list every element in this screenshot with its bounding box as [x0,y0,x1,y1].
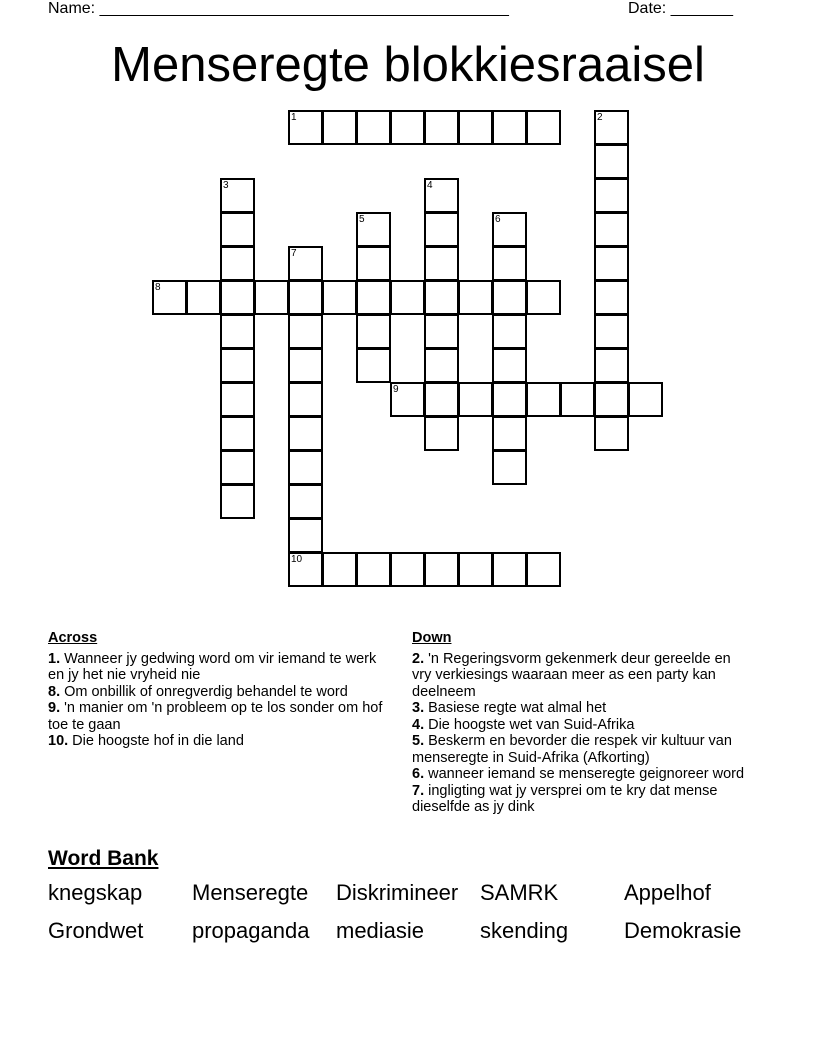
date-line[interactable]: Date: _______ [628,0,733,17]
cell-number: 9 [393,384,399,395]
crossword-cell[interactable] [424,212,459,247]
clue-text: Beskerm en bevorder die respek vir kultuur van menseregte in Suid-Afrika (Afkorting) [412,733,732,766]
crossword-cell[interactable] [288,416,323,451]
crossword-cell[interactable] [424,552,459,587]
crossword-cell[interactable] [424,110,459,145]
crossword-cell[interactable] [288,314,323,349]
clue-text: Wanneer jy gedwing word om vir iemand te werk en jy het nie vryheid nie [48,650,377,683]
crossword-cell[interactable] [220,280,255,315]
clue-text: wanneer iemand se menseregte geignoreer word [428,766,745,782]
word-bank-item: Menseregte [192,880,309,905]
crossword-cell[interactable] [492,416,527,451]
clue-text: Die hoogste wet van Suid-Afrika [428,716,635,733]
clue-text: Die hoogste hof in die land [72,733,244,749]
across-clue [48,684,388,701]
crossword-cell[interactable] [492,382,527,417]
crossword-cell[interactable] [288,280,323,315]
cell-number: 7 [291,248,297,259]
crossword-cell[interactable] [390,280,425,315]
cell-number: 3 [223,180,229,191]
crossword-cell[interactable] [492,552,527,587]
cell-number: 5 [359,214,365,225]
crossword-cell[interactable] [492,212,527,247]
crossword-cell[interactable] [220,314,255,349]
crossword-cell[interactable] [220,178,255,213]
crossword-cell[interactable] [356,348,391,383]
crossword-cell[interactable] [356,110,391,145]
clue-number: 7. [412,782,425,799]
crossword-cell[interactable] [594,212,629,247]
clue-number: 4. [412,716,425,733]
across-clues [48,630,388,750]
crossword-cell[interactable] [322,110,357,145]
word-bank-heading: Word Bank [48,847,159,870]
clue-number: 10. [48,733,69,749]
clue-number: 9. [48,700,61,716]
word-bank-item: skending [480,918,569,943]
name-line[interactable]: Name: ______________________________________________ [48,0,509,17]
crossword-cell[interactable] [594,110,629,145]
crossword-cell[interactable] [322,552,357,587]
down-clue [412,651,752,701]
crossword-cell[interactable] [492,314,527,349]
crossword-cell[interactable] [356,280,391,315]
clue-number: 3. [412,700,425,716]
word-bank [48,880,778,944]
crossword-cell[interactable] [356,246,391,281]
crossword-cell[interactable] [356,212,391,247]
crossword-cell[interactable] [424,280,459,315]
crossword-cell[interactable] [424,382,459,417]
crossword-cell[interactable] [254,280,289,315]
crossword-cell[interactable] [356,552,391,587]
crossword-cell[interactable] [220,212,255,247]
crossword-cell[interactable] [390,552,425,587]
crossword-cell[interactable] [560,382,595,417]
word-bank-item: mediasie [336,918,425,943]
crossword-cell[interactable] [458,382,493,417]
crossword-cell[interactable] [594,348,629,383]
down-clues [412,630,752,816]
crossword-cell[interactable] [390,110,425,145]
clue-text: ingligting wat jy versprei om te kry dat mense dieselfde as jy dink [412,782,718,815]
down-heading: Down [412,630,452,646]
crossword-cell[interactable] [594,144,629,179]
crossword-cell[interactable] [390,382,425,417]
crossword-cell[interactable] [356,314,391,349]
cell-number: 1 [291,112,297,123]
crossword-cell[interactable] [220,416,255,451]
word-bank-item: Grondwet [48,918,144,943]
word-bank-item: Demokrasie [624,918,742,943]
crossword-cell[interactable] [594,280,629,315]
crossword-cell[interactable] [424,314,459,349]
clue-text: Om onbillik of onregverdig behandel te word [64,683,348,700]
clue-number: 2. [412,650,425,667]
crossword-cell[interactable] [628,382,663,417]
crossword-cell[interactable] [220,382,255,417]
crossword-cell[interactable] [288,246,323,281]
down-clue [412,733,752,766]
across-clue [48,651,388,684]
page-title: Menseregte blokkiesraaisel [111,38,705,92]
word-bank-item: knegskap [48,880,143,905]
clue-text: 'n manier om 'n probleem op te los sonder om hof toe te gaan [48,700,383,733]
across-clue [48,733,388,750]
crossword-cell[interactable] [424,246,459,281]
crossword-cell[interactable] [594,178,629,213]
down-clue [412,766,752,783]
word-bank-item: propaganda [192,918,310,943]
cell-number: 4 [427,180,433,191]
crossword-cell[interactable] [288,518,323,553]
crossword-cell[interactable] [526,280,561,315]
crossword-cell[interactable] [288,450,323,485]
cell-number: 10 [291,554,303,565]
crossword-cell[interactable] [152,280,187,315]
clue-text: Basiese regte wat almal het [428,700,607,716]
crossword-cell[interactable] [220,246,255,281]
crossword-cell[interactable] [288,484,323,519]
word-bank-item: Appelhof [624,880,711,905]
word-bank-item: SAMRK [480,880,559,905]
crossword-cell[interactable] [492,348,527,383]
crossword-cell[interactable] [424,416,459,451]
crossword-cell[interactable] [458,552,493,587]
crossword-cell[interactable] [288,382,323,417]
clue-number: 6. [412,766,425,782]
crossword-cell[interactable] [526,382,561,417]
clue-number: 5. [412,733,425,749]
clue-text: 'n Regeringsvorm gekenmerk deur gereelde en vry verkiesings waaraan meer as een party kan deelneem [412,650,731,700]
down-clue [412,783,752,816]
across-clue [48,700,388,733]
crossword-cell[interactable] [220,450,255,485]
crossword-cell[interactable] [186,280,221,315]
cell-number: 2 [597,112,603,123]
across-heading: Across [48,630,98,646]
clue-number: 8. [48,683,61,700]
crossword-cell[interactable] [288,110,323,145]
cell-number: 6 [495,214,501,225]
crossword-cell[interactable] [594,382,629,417]
crossword-cell[interactable] [492,246,527,281]
crossword-cell[interactable] [492,110,527,145]
crossword-cell[interactable] [220,348,255,383]
crossword-cell[interactable] [322,280,357,315]
cell-number: 8 [155,282,161,293]
down-clue [412,700,752,717]
crossword-cell[interactable] [458,110,493,145]
crossword-cell[interactable] [424,178,459,213]
crossword-cell[interactable] [594,314,629,349]
word-bank-item: Diskrimineer [336,880,459,905]
crossword-cell[interactable] [458,280,493,315]
crossword-cell[interactable] [492,450,527,485]
crossword-cell[interactable] [594,416,629,451]
crossword-cell[interactable] [594,246,629,281]
crossword-cell[interactable] [288,552,323,587]
clue-number: 1. [48,650,61,667]
crossword-cell[interactable] [424,348,459,383]
crossword-cell[interactable] [220,484,255,519]
crossword-cell[interactable] [526,552,561,587]
crossword-cell[interactable] [492,280,527,315]
crossword-cell[interactable] [526,110,561,145]
down-clue [412,717,752,734]
crossword-cell[interactable] [288,348,323,383]
